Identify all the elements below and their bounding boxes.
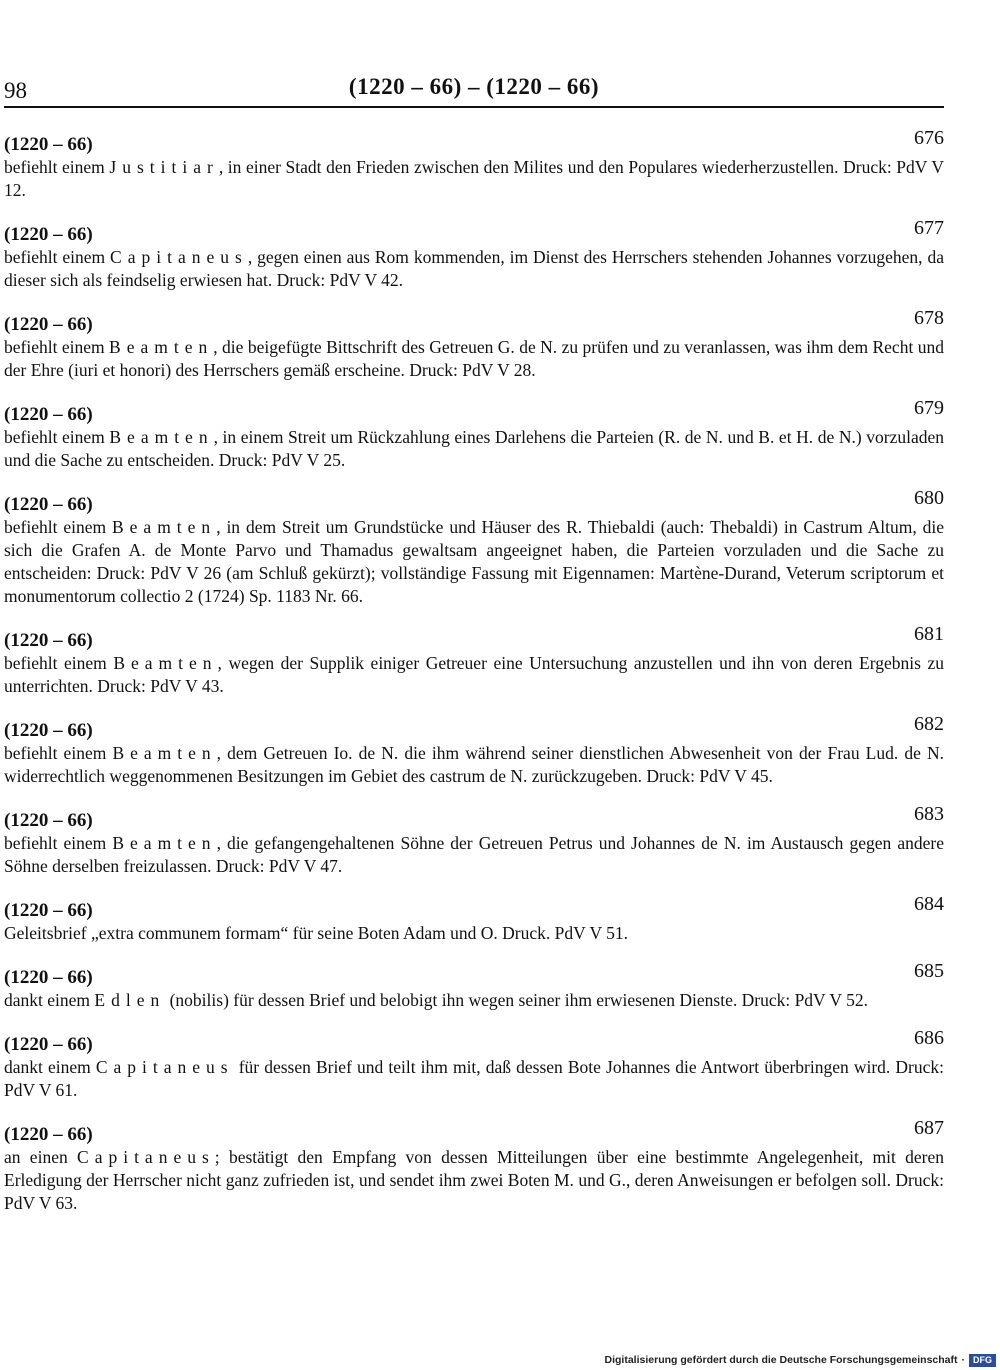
entry-text — [4, 516, 944, 608]
entry-text — [4, 1056, 944, 1102]
funding-note: Digitalisierung gefördert durch die Deutsche Forschungsgemeinschaft — [604, 1354, 958, 1366]
page-header — [4, 72, 944, 108]
entry-date: (1220 – 66) — [4, 224, 93, 245]
entry-text-post: für dessen Brief und teilt ihm mit, daß dessen Bote Johannes die Antwort überbringen wird. Druck: PdV V 61. — [4, 1057, 944, 1100]
entry-head — [4, 714, 944, 742]
entry-text-pre: befiehlt einem — [4, 653, 114, 673]
entry-text — [4, 989, 944, 1012]
entry-addressee: Beamten — [109, 427, 214, 447]
entry-number: 677 — [914, 217, 944, 239]
running-title: (1220 – 66) – (1220 – 66) — [348, 74, 600, 99]
entry-text-pre: an einen — [4, 1147, 78, 1167]
entry-text-post: , in einer Stadt den Frieden zwischen den Milites und den Populares wiederherzustellen. Druck: PdV V 12. — [4, 157, 944, 200]
regest-entry — [4, 804, 944, 878]
entry-number: 687 — [914, 1117, 944, 1139]
entry-date: (1220 – 66) — [4, 494, 93, 515]
entry-addressee: Justitiar — [109, 157, 219, 177]
entry-text — [4, 742, 944, 788]
entry-head — [4, 128, 944, 156]
entry-text-post: (nobilis) für dessen Brief und belobigt ihn wegen seiner ihm erwiesenen Dienste. Druck: PdV V 52. — [165, 990, 869, 1010]
entry-date: (1220 – 66) — [4, 900, 93, 921]
entry-head — [4, 308, 944, 336]
entry-number: 685 — [914, 960, 944, 982]
entry-text-post: , dem Getreuen Io. de N. die ihm während seiner dienstlichen Abwesenheit von der Frau Lud. de N. widerrechtlich weggenommenen Besitzungen im Gebiet des castrum de N. zurückzugeben. Druck: PdV V 45. — [4, 743, 944, 786]
entry-date: (1220 – 66) — [4, 1124, 93, 1145]
regest-entry — [4, 218, 944, 292]
entry-head — [4, 398, 944, 426]
entry-text-post: , wegen der Supplik einiger Getreuer eine Untersuchung anzustellen und ihn von deren Ergebnis zu unterrichten. Druck: PdV V 43. — [4, 653, 944, 696]
entry-text — [4, 652, 944, 698]
regest-entry — [4, 624, 944, 698]
entry-addressee: Beamten — [111, 517, 217, 537]
entry-text-post: , gegen einen aus Rom kommenden, im Dienst des Herrschers stehenden Johannes vorzugehen, da dieser sich als feindselig erwiesen hat. Druck: PdV V 42. — [4, 247, 944, 290]
regest-entry — [4, 488, 944, 608]
entry-text-pre: Geleitsbrief „extra communem formam“ für seine Boten Adam und O. Druck. PdV V 51. — [4, 923, 629, 943]
entry-number: 686 — [914, 1027, 944, 1049]
entry-addressee: Capitaneus — [77, 1147, 215, 1167]
regest-entry — [4, 1028, 944, 1102]
entry-date: (1220 – 66) — [4, 967, 93, 988]
entry-text — [4, 426, 944, 472]
entry-head — [4, 488, 944, 516]
entry-text-pre: befiehlt einem — [4, 427, 110, 447]
regest-entry — [4, 398, 944, 472]
entry-date: (1220 – 66) — [4, 404, 93, 425]
entry-text-post: , die gefangengehaltenen Söhne der Getreuen Petrus und Johannes de N. im Austausch gegen andere Söhne derselben freizulassen. Druck: PdV V 47. — [4, 833, 944, 876]
entry-text — [4, 832, 944, 878]
entry-number: 679 — [914, 397, 944, 419]
entry-text-pre: befiehlt einem — [4, 157, 110, 177]
entry-addressee: Beamten — [112, 743, 217, 763]
regest-entry — [4, 308, 944, 382]
entry-addressee: Beamten — [112, 833, 217, 853]
entry-date: (1220 – 66) — [4, 630, 93, 651]
entry-head — [4, 804, 944, 832]
entry-addressee: Capitaneus — [110, 247, 248, 267]
regesta-list — [4, 128, 944, 1231]
entry-text — [4, 336, 944, 382]
entry-text-pre: befiehlt einem — [4, 247, 111, 267]
entry-number: 682 — [914, 713, 944, 735]
entry-addressee: Beamten — [109, 337, 214, 357]
entry-text — [4, 1146, 944, 1215]
page-footer: Digitalisierung gefördert durch die Deutsche Forschungsgemeinschaft · DFG — [605, 1352, 996, 1368]
entry-number: 678 — [914, 307, 944, 329]
entry-text — [4, 156, 944, 202]
entry-head — [4, 1118, 944, 1146]
entry-head — [4, 1028, 944, 1056]
regest-entry — [4, 128, 944, 202]
entry-addressee: Edlen — [94, 990, 166, 1010]
regest-entry — [4, 961, 944, 1012]
entry-text-pre: dankt einem — [4, 1057, 96, 1077]
entry-addressee: Capitaneus — [95, 1057, 234, 1077]
entry-text — [4, 246, 944, 292]
dfg-logo-icon: DFG — [969, 1354, 996, 1367]
entry-number: 681 — [914, 623, 944, 645]
entry-text-pre: befiehlt einem — [4, 833, 113, 853]
entry-addressee: Beamten — [113, 653, 218, 673]
entry-number: 684 — [914, 893, 944, 915]
entry-text-post: , in dem Streit um Grundstücke und Häuser des R. Thiebaldi (auch: Thebaldi) in Castrum Altum, die sich die Grafen A. de Monte Parvo und Thamadus gewaltsam angeeignet haben, die Parteien vorzuladen und die Sache zu entscheiden: Druck: PdV V 26 (am Schluß gekürzt); vollständige Fassung mit Eigennamen: Martène-Durand, Veterum scriptorum et monumentorum collectio 2 (1724) Sp. 1183 Nr. 66. — [4, 517, 944, 606]
entry-text-pre: befiehlt einem — [4, 337, 110, 357]
entry-head — [4, 218, 944, 246]
entry-number: 680 — [914, 487, 944, 509]
entry-date: (1220 – 66) — [4, 314, 93, 335]
regest-entry — [4, 714, 944, 788]
regest-entry — [4, 1118, 944, 1215]
entry-text-post: , in einem Streit um Rückzahlung eines Darlehens die Parteien (R. de N. und B. et H. de N.) vorzuladen und die Sache zu entscheiden. Druck: PdV V 25. — [4, 427, 944, 470]
entry-text-pre: befiehlt einem — [4, 517, 112, 537]
entry-text-pre: befiehlt einem — [4, 743, 113, 763]
entry-number: 676 — [914, 127, 944, 149]
entry-text-post: ; bestätigt den Empfang von dessen Mitteilungen über eine bestimmte Angelegenheit, mit deren Erledigung der Herrscher nicht ganz zufrieden ist, und sendet ihm zwei Boten M. und G., deren Anweisungen er befolgen soll. Druck: PdV V 63. — [4, 1147, 944, 1213]
entry-text-post: , die beigefügte Bittschrift des Getreuen G. de N. zu prüfen und zu veranlassen, was ihm dem Recht und der Ehre (iuri et honori) des Herrschers gemäß erscheine. Druck: PdV V 28. — [4, 337, 944, 380]
entry-date: (1220 – 66) — [4, 810, 93, 831]
entry-head — [4, 894, 944, 922]
entry-text-pre: dankt einem — [4, 990, 95, 1010]
entry-text — [4, 922, 944, 945]
entry-head — [4, 624, 944, 652]
entry-date: (1220 – 66) — [4, 1034, 93, 1055]
regest-entry — [4, 894, 944, 945]
entry-date: (1220 – 66) — [4, 134, 93, 155]
entry-date: (1220 – 66) — [4, 720, 93, 741]
page-number: 98 — [4, 78, 27, 103]
entry-head — [4, 961, 944, 989]
entry-number: 683 — [914, 803, 944, 825]
